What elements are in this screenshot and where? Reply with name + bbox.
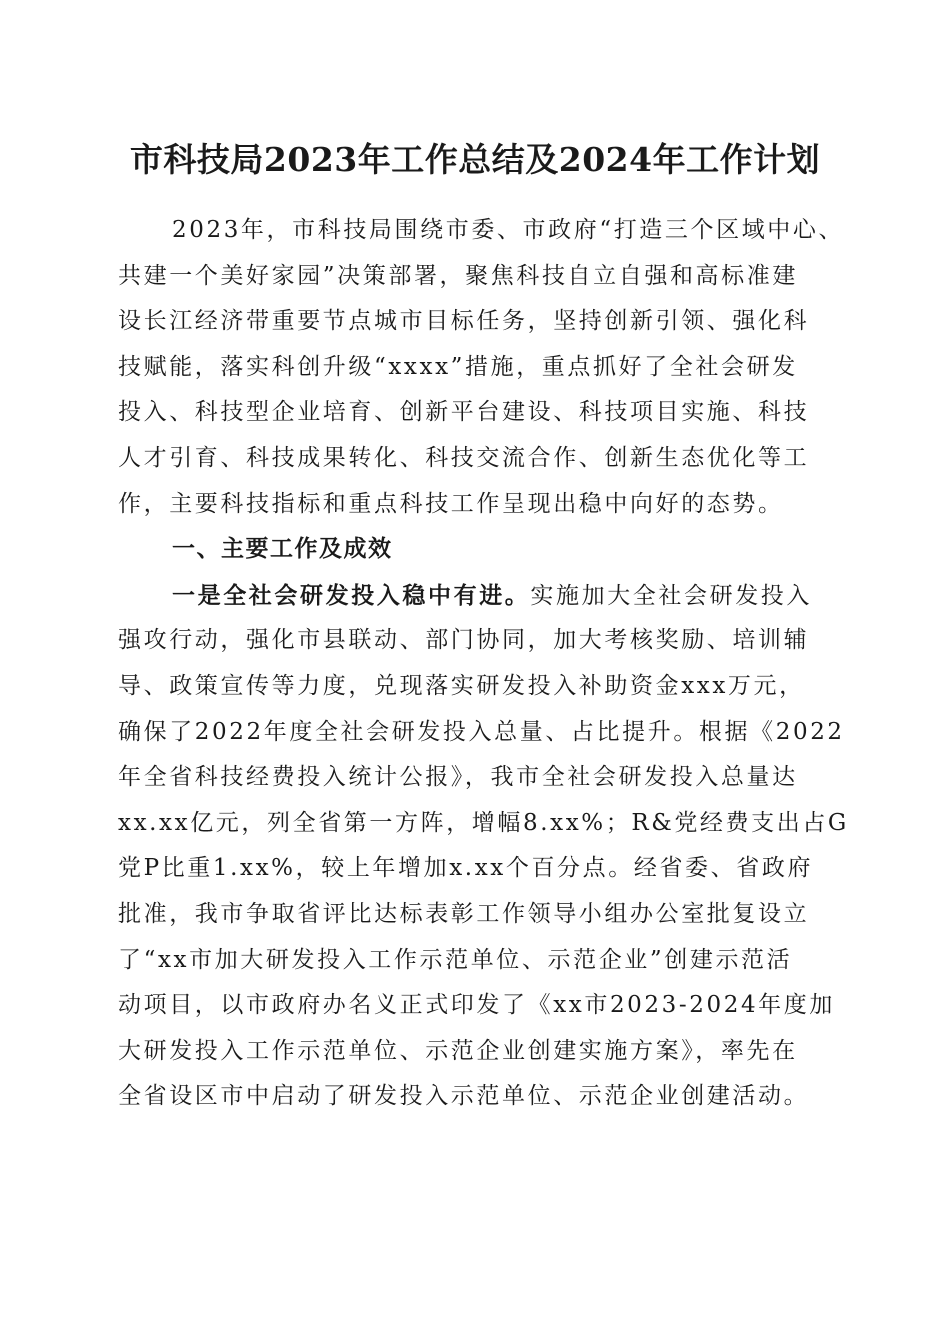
- intro-line: 人才引育、科技成果转化、科技交流合作、创新生态优化等工: [118, 444, 810, 471]
- point1-line: 动项目，以市政府办名义正式印发了《xx市2023-2024年度加: [118, 992, 835, 1019]
- intro-line: 2023年，市科技局围绕市委、市政府“打造三个区域中心、: [172, 217, 845, 243]
- point1-lead: 一是全社会研发投入稳中有进。: [172, 581, 531, 609]
- point1-line: xx.xx亿元，列全省第一方阵，增幅8.xx%；R&党经费支出占G: [118, 809, 849, 836]
- intro-line: 作，主要科技指标和重点科技工作呈现出稳中向好的态势。: [118, 490, 784, 517]
- intro-paragraph: [118, 208, 848, 1120]
- section-heading: 一、主要工作及成效: [172, 536, 393, 563]
- point1-line: 年全省科技经费投入统计公报》，我市全社会研发投入总量达: [118, 764, 798, 791]
- intro-line: 投入、科技型企业培育、创新平台建设、科技项目实施、科技: [118, 399, 810, 426]
- intro-line: 设长江经济带重要节点城市目标任务，坚持创新引领、强化科: [118, 308, 810, 335]
- point1-first-line: [118, 573, 848, 619]
- point1-line: 批准，我市争取省评比达标表彰工作领导小组办公室批复设立: [118, 900, 810, 927]
- document-title: 市科技局2023年工作总结及2024年工作计划: [129, 140, 821, 179]
- intro-line: 技赋能，落实科创升级“xxxx”措施，重点抓好了全社会研发: [118, 353, 798, 380]
- point1-line: 全省设区市中启动了研发投入示范单位、示范企业创建活动。: [118, 1083, 810, 1110]
- point1-line: 实施加大全社会研发投入: [530, 582, 813, 609]
- intro-line: 共建一个美好家园”决策部署，聚焦科技自立自强和高标准建: [118, 262, 798, 289]
- point1-line: 党P比重1.xx%，较上年增加x.xx个百分点。经省委、省政府: [118, 855, 814, 882]
- point1-line: 强攻行动，强化市县联动、部门协同，加大考核奖励、培训辅: [118, 627, 810, 654]
- point1-line: 大研发投入工作示范单位、示范企业创建实施方案》，率先在: [118, 1037, 798, 1064]
- point1-line: 了“xx市加大研发投入工作示范单位、示范企业”创建示范活: [118, 946, 793, 973]
- point1-line: 确保了2022年度全社会研发投入总量、占比提升。根据《2022: [118, 718, 845, 745]
- point1-line: 导、政策宣传等力度，兑现落实研发投入补助资金xxx万元，: [118, 672, 805, 699]
